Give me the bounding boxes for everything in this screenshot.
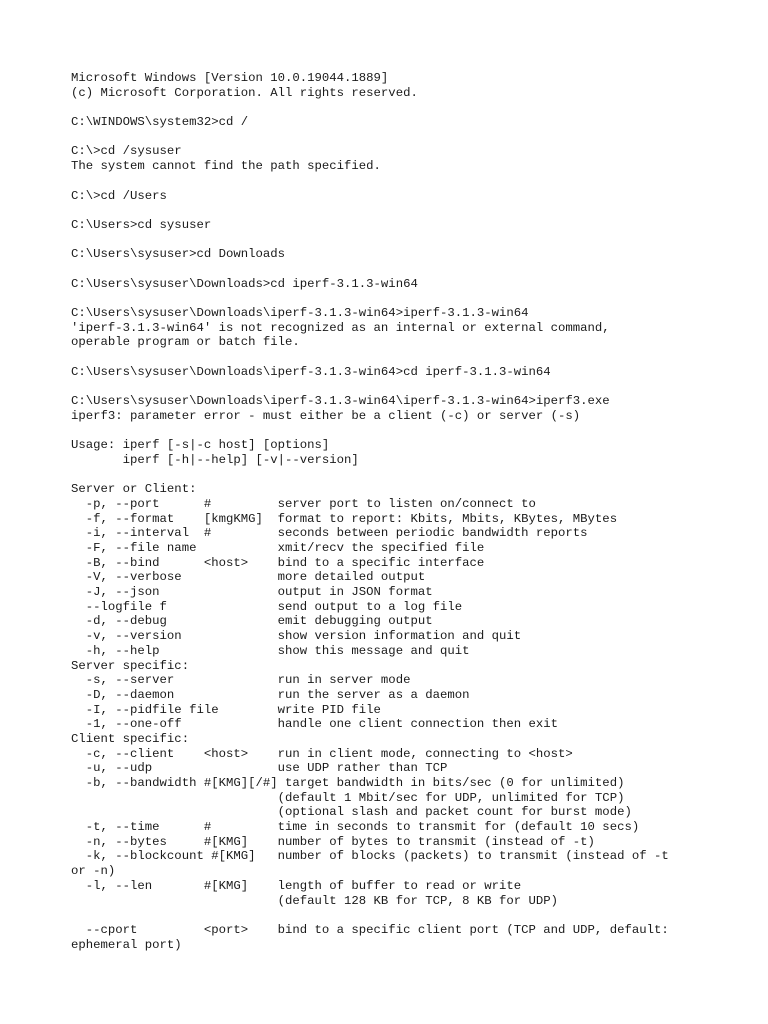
- console-line: -t, --time # time in seconds to transmit for (default 10 secs): [71, 820, 640, 835]
- console-line: -d, --debug emit debugging output: [71, 614, 433, 629]
- console-line: (optional slash and packet count for burst mode): [71, 805, 632, 820]
- console-line: 'iperf-3.1.3-win64' is not recognized as an internal or external command,: [71, 320, 610, 335]
- console-line: [71, 379, 768, 394]
- console-line: --cport <port> bind to a specific client port (TCP and UDP, default:: [71, 922, 669, 937]
- console-line: [71, 908, 768, 923]
- console-line: C:\Users\sysuser\Downloads\iperf-3.1.3-win64>cd iperf-3.1.3-win64: [71, 364, 551, 379]
- console-line: (default 1 Mbit/sec for UDP, unlimited for TCP): [71, 790, 625, 805]
- console-line: -p, --port # server port to listen on/connect to: [71, 496, 536, 511]
- console-line: [71, 350, 768, 365]
- console-line: -s, --server run in server mode: [71, 673, 411, 688]
- console-line: C:\>cd /Users: [71, 188, 167, 203]
- console-line: -l, --len #[KMG] length of buffer to read or write: [71, 878, 522, 893]
- console-line: [71, 130, 768, 145]
- console-line: (c) Microsoft Corporation. All rights reserved.: [71, 85, 418, 100]
- console-line: operable program or batch file.: [71, 335, 300, 350]
- console-line: [71, 203, 768, 218]
- console-line: [71, 291, 768, 306]
- console-line: Server or Client:: [71, 482, 197, 497]
- console-line: -1, --one-off handle one client connection then exit: [71, 717, 559, 732]
- console-line: -I, --pidfile file write PID file: [71, 702, 381, 717]
- console-line: iperf [-h|--help] [-v|--version]: [71, 452, 359, 467]
- console-line: C:\WINDOWS\system32>cd /: [71, 115, 249, 130]
- console-line: [71, 262, 768, 277]
- console-line: -k, --blockcount #[KMG] number of blocks (packets) to transmit (instead of -t: [71, 849, 669, 864]
- console-line: -D, --daemon run the server as a daemon: [71, 687, 470, 702]
- console-line: C:\Users\sysuser\Downloads\iperf-3.1.3-win64>iperf-3.1.3-win64: [71, 306, 529, 320]
- console-line: -J, --json output in JSON format: [71, 585, 433, 600]
- console-line: iperf3: parameter error - must either be a client (-c) or server (-s): [71, 408, 581, 423]
- console-line: ephemeral port): [71, 937, 182, 952]
- console-line: -f, --format [kmgKMG] format to report: Kbits, Mbits, KBytes, MBytes: [71, 511, 618, 526]
- console-line: --logfile f send output to a log file: [71, 599, 463, 614]
- console-line: -B, --bind <host> bind to a specific interface: [71, 555, 485, 570]
- console-line: C:\>cd /sysuser: [71, 144, 182, 159]
- console-line: [71, 233, 768, 248]
- console-line: (default 128 KB for TCP, 8 KB for UDP): [71, 893, 559, 908]
- console-line: -c, --client <host> run in client mode, connecting to <host>: [71, 746, 573, 761]
- console-line: -v, --version show version information and quit: [71, 629, 522, 644]
- console-line: [71, 468, 768, 483]
- console-line: The system cannot find the path specified.: [71, 159, 381, 174]
- console-line: -i, --interval # seconds between periodic bandwidth reports: [71, 526, 588, 541]
- console-line: Client specific:: [71, 731, 190, 746]
- console-line: [71, 424, 768, 439]
- console-line: -h, --help show this message and quit: [71, 643, 470, 658]
- console-line: -u, --udp use UDP rather than TCP: [71, 761, 448, 776]
- console-line: C:\Users\sysuser\Downloads>cd iperf-3.1.3-win64: [71, 276, 418, 291]
- console-line: C:\Users>cd sysuser: [71, 217, 212, 232]
- console-line: Microsoft Windows [Version 10.0.19044.1889]: [71, 71, 389, 85]
- console-line: Usage: iperf [-s|-c host] [options]: [71, 438, 330, 453]
- console-line: C:\Users\sysuser>cd Downloads: [71, 247, 286, 262]
- console-line: [71, 174, 768, 189]
- console-line: or -n): [71, 864, 116, 879]
- console-line: Server specific:: [71, 658, 190, 673]
- console-line: C:\Users\sysuser\Downloads\iperf-3.1.3-win64\iperf-3.1.3-win64>iperf3.exe: [71, 394, 610, 409]
- console-line: -b, --bandwidth #[KMG][/#] target bandwidth in bits/sec (0 for unlimited): [71, 776, 625, 790]
- console-output: [71, 71, 768, 952]
- console-line: -n, --bytes #[KMG] number of bytes to transmit (instead of -t): [71, 834, 595, 849]
- console-line: [71, 100, 768, 115]
- console-line: -V, --verbose more detailed output: [71, 570, 426, 585]
- console-line: -F, --file name xmit/recv the specified file: [71, 541, 485, 555]
